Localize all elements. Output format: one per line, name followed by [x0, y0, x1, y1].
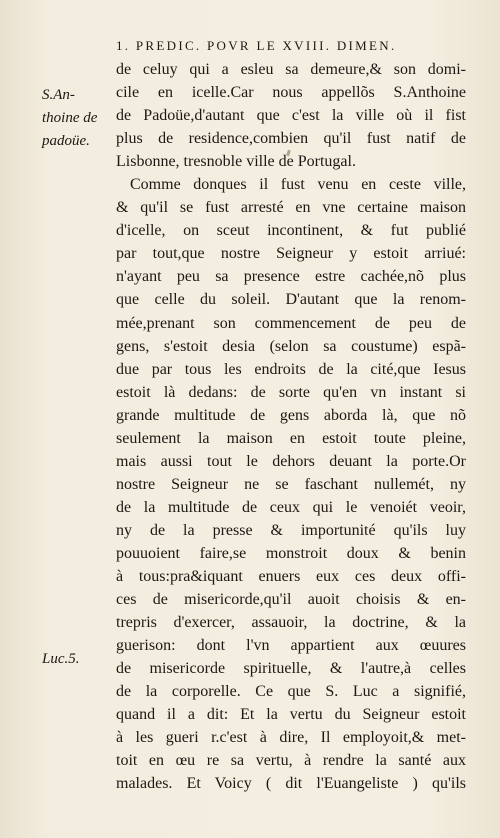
text-line: cile en icelle.Car nous appellõs S.Anthoine [116, 84, 466, 102]
text-line: guerison: dont l'vn appartient aux œuures [116, 637, 466, 655]
text-line: de la multitude de ceux qui le venoiét veoir, [116, 498, 466, 516]
running-head: 1. PREDIC. POVR LE XVIII. DIMEN. [116, 38, 397, 53]
text-line: estoit là dedans: de sorte qu'en vn instant si [116, 383, 466, 401]
text-line: Comme donques il fust venu en ceste ville, [130, 176, 466, 194]
text-line: n'ayant peu sa presence estre cachée,nõ plus [116, 268, 466, 286]
text-line: d'icelle, on sceut incontinent, & fut publié [116, 222, 466, 240]
text-line: ny de la presse & importunité qu'ils luy [116, 521, 466, 539]
margin-note-line: S.An- [42, 87, 75, 103]
margin-note-line: thoine de [42, 110, 98, 126]
margin-note-luke [42, 648, 116, 671]
text-line: à les gueri r.c'est à dire, Il employoit,& met- [116, 729, 466, 747]
text-line: pouuoient faire,se monstroit doux & benin [116, 544, 466, 562]
text-line: malades. Et Voicy ( dit l'Euangeliste ) qu'ils [116, 775, 466, 793]
text-line: de celuy qui a esleu sa demeure,& son domi- [116, 61, 466, 78]
text-line: due par tous les endroits de la cité,que Iesus [116, 360, 466, 378]
text-line: de Padoüe,d'autant que c'est la ville où il fist [116, 107, 466, 125]
text-line: de misericorde spirituelle, & l'autre,à celles [116, 660, 466, 678]
text-line: nostre Seigneur ne se faschant nullemét, ny [116, 475, 466, 493]
text-line: mée,prenant son commencement de peu de [116, 314, 466, 332]
margin-note-line: Luc.5. [42, 651, 80, 667]
text-line: par tout,que nostre Seigneur y estoit arriué: [116, 245, 466, 263]
text-line: ces de misericorde,qu'il auoit choisis & en- [116, 591, 466, 609]
text-line: que celle du soleil. D'autant que la renom- [116, 291, 466, 309]
margin-note-saint-anthony [42, 84, 116, 153]
text-line: de la corporelle. Ce que S. Luc a signifié, [116, 683, 466, 701]
text-line: toit en œu re sa vertu, à rendre la santé aux [116, 752, 466, 770]
text-line: grande multitude de gens abordа là, que nõ [116, 406, 466, 424]
text-line: & qu'il se fust arresté en vne certaine maison [116, 199, 466, 217]
text-line: quand il a dit: Et la vertu du Seigneur estoit [116, 706, 466, 724]
text-line: plus de residence,combien qu'il fust natif de [116, 130, 466, 148]
text-line: trepris d'exercer, assauoir, la doctrine, & la [116, 614, 466, 632]
text-line: à tous:pra&iquant enuers eux ces deux offi- [116, 568, 466, 586]
text-line: gens, s'estoit desia (selon sa coustume) espã- [116, 337, 466, 355]
text-line: Lisbonne, tresnoble ville de Portugal. [116, 153, 356, 171]
margin-note-line: padoüe. [42, 133, 90, 149]
text-line: mais aussi tout le dehors deuant la porte.Or [116, 452, 466, 470]
body-text [116, 58, 466, 796]
text-line: seulement la maison en estoit toute pleine, [116, 429, 466, 447]
